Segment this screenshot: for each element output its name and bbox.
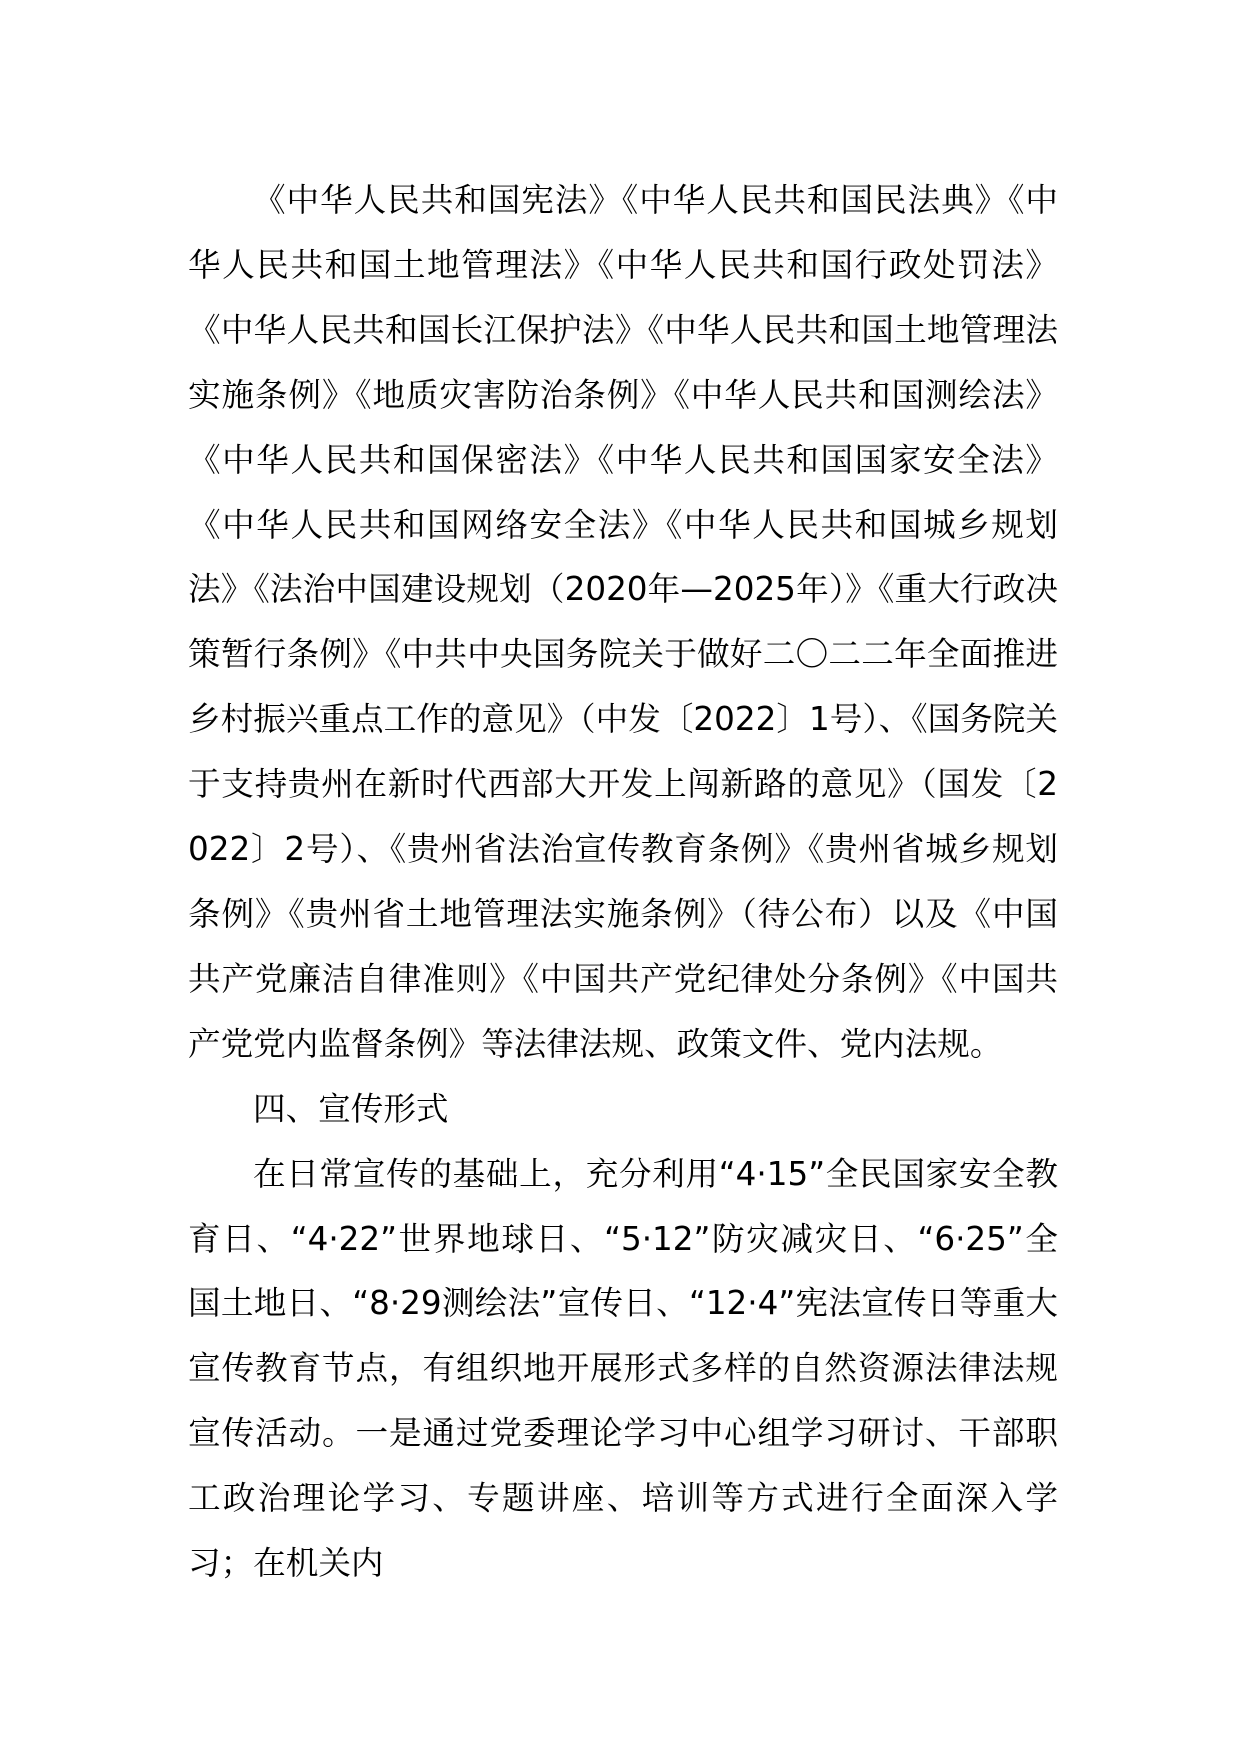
publicity-forms-paragraph: 在日常宣传的基础上，充分利用“4·15”全民国家安全教育日、“4·22”世界地球日、“5·12”防灾减灾日、“6·25”全国土地日、“8·29测绘法”宣传日、“12·4”宪法宣传日等重大宣传教育节点，有组织地开展形式多样的自然资源法律法规宣传活动。一是通过党委理论学习中心组学习研讨、干部职工政治理论学习、专题讲座、培训等方式进行全面深入学习；在机关内 <box>188 1154 1058 1583</box>
law-list-paragraph: 《中华人民共和国宪法》《中华人民共和国民法典》《中华人民共和国土地管理法》《中华人民共和国行政处罚法》《中华人民共和国长江保护法》《中华人民共和国土地管理法实施条例》《地质灾害防治条例》《中华人民共和国测绘法》《中华人民共和国保密法》《中华人民共和国国家安全法》《中华人民共和国网络安全法》《中华人民共和国城乡规划法》《法治中国建设规划（2020年—2025年）》《重大行政决策暂行条例》《中共中央国务院关于做好二〇二二年全面推进乡村振兴重点工作的意见》（中发〔2022〕1号）、《国务院关于支持贵州在新时代西部大开发上闯新路的意见》（国发〔2022〕2号）、《贵州省法治宣传教育条例》《贵州省城乡规划条例》《贵州省土地管理法实施条例》（待公布）以及《中国共产党廉洁自律准则》《中国共产党纪律处分条例》《中国共产党党内监督条例》等法律法规、政策文件、党内法规。 <box>188 181 1058 1063</box>
section-heading-publicity-forms: 四、宣传形式 <box>253 1089 449 1128</box>
document-body <box>188 168 1058 1596</box>
